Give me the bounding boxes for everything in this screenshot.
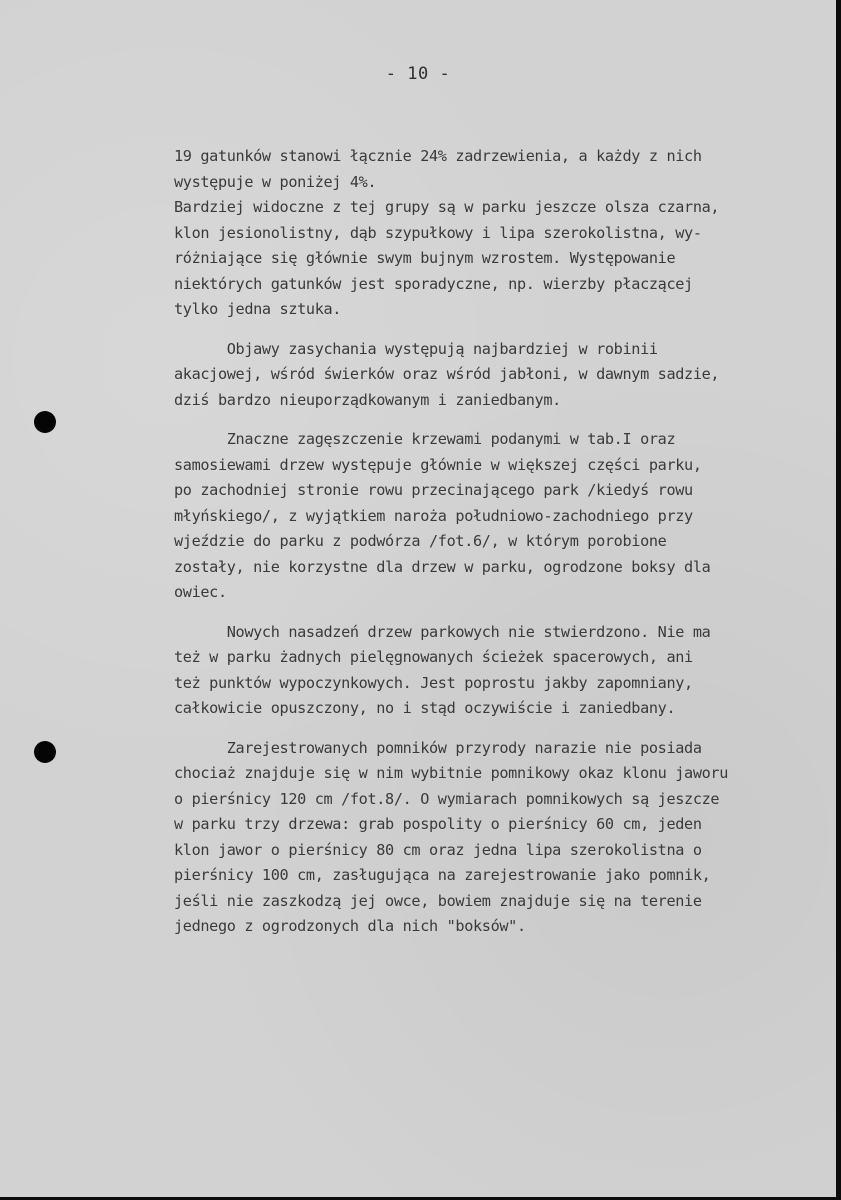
page-number: - 10 - [385,64,451,84]
paragraph [174,620,824,722]
text-line: 19 gatunków stanowi łącznie 24% zadrzewienia, a każdy z nich [174,147,702,165]
text-line: też punktów wypoczynkowych. Jest poprostu jakby zapomniany, [174,673,693,692]
text-line: różniające się głównie swym bujnym wzrostem. Występowanie [174,249,676,267]
text-line: jednego z ogrodzonych dla nich "boksów". [174,917,526,935]
text-line: akacjowej, wśród świerków oraz wśród jabłoni, w dawnym sadzie, [174,365,720,383]
text-line: klon jesionolistny, dąb szypułkowy i lipa szerokolistna, wy- [174,223,702,242]
punch-hole [34,411,56,433]
paragraph [174,337,824,414]
text-line: tylko jedna sztuka. [174,300,342,318]
text-line: wjeździe do parku z podwórza /fot.6/, w którym porobione [174,532,667,550]
text-line: dziś bardzo nieuporządkowanym i zaniedbanym. [174,390,561,409]
text-line: niektórych gatunków jest sporadyczne, np. wierzby płaczącej [174,274,693,293]
text-line: po zachodniej stronie rowu przecinającego park /kiedyś rowu [174,481,693,499]
document-body [174,144,824,940]
paragraph-gap [174,413,824,427]
text-line: Zarejestrowanych pomników przyrody narazie nie posiada [174,738,702,757]
text-line: pierśnicy 100 cm, zasługująca na zarejestrowanie jako pomnik, [174,866,711,884]
text-line: też w parku żadnych pielęgnowanych ścieżek spacerowych, ani [174,648,693,666]
text-line: o pierśnicy 120 cm /fot.8/. O wymiarach pomnikowych są jeszcze [174,789,720,808]
text-line: Znaczne zagęszczenie krzewami podanymi w tab.I oraz [174,430,676,448]
text-line: Nowych nasadzeń drzew parkowych nie stwierdzono. Nie ma [174,622,711,641]
text-line: klon jawor o pierśnicy 80 cm oraz jedna lipa szerokolistna o [174,840,702,859]
punch-hole [34,741,56,763]
paragraph [174,736,824,940]
paragraph-gap [174,722,824,736]
text-line: jeśli nie zaszkodzą jej owce, bowiem znajduje się na terenie [174,891,702,910]
paragraph [174,427,824,606]
text-line: występuje w poniżej 4%. [174,172,377,191]
text-line: młyńskiego/, z wyjątkiem naroża południowo-zachodniego przy [174,506,693,525]
text-line: owiec. [174,583,227,601]
text-line: Objawy zasychania występują najbardziej w robinii [174,339,658,358]
paragraph [174,144,824,323]
text-line: zostały, nie korzystne dla drzew w parku, ogrodzone boksy dla [174,557,711,576]
paragraph-gap [174,606,824,620]
text-line: całkowicie opuszczony, no i stąd oczywiście i zaniedbany. [174,699,676,717]
text-line: samosiewami drzew występuje głównie w większej części parku, [174,455,702,474]
text-line: chociaż znajduje się w nim wybitnie pomnikowy okaz klonu jaworu [174,764,729,782]
text-line: Bardziej widoczne z tej grupy są w parku jeszcze olsza czarna, [174,198,720,216]
text-line: w parku trzy drzewa: grab pospolity o pierśnicy 60 cm, jeden [174,815,702,833]
paragraph-gap [174,323,824,337]
